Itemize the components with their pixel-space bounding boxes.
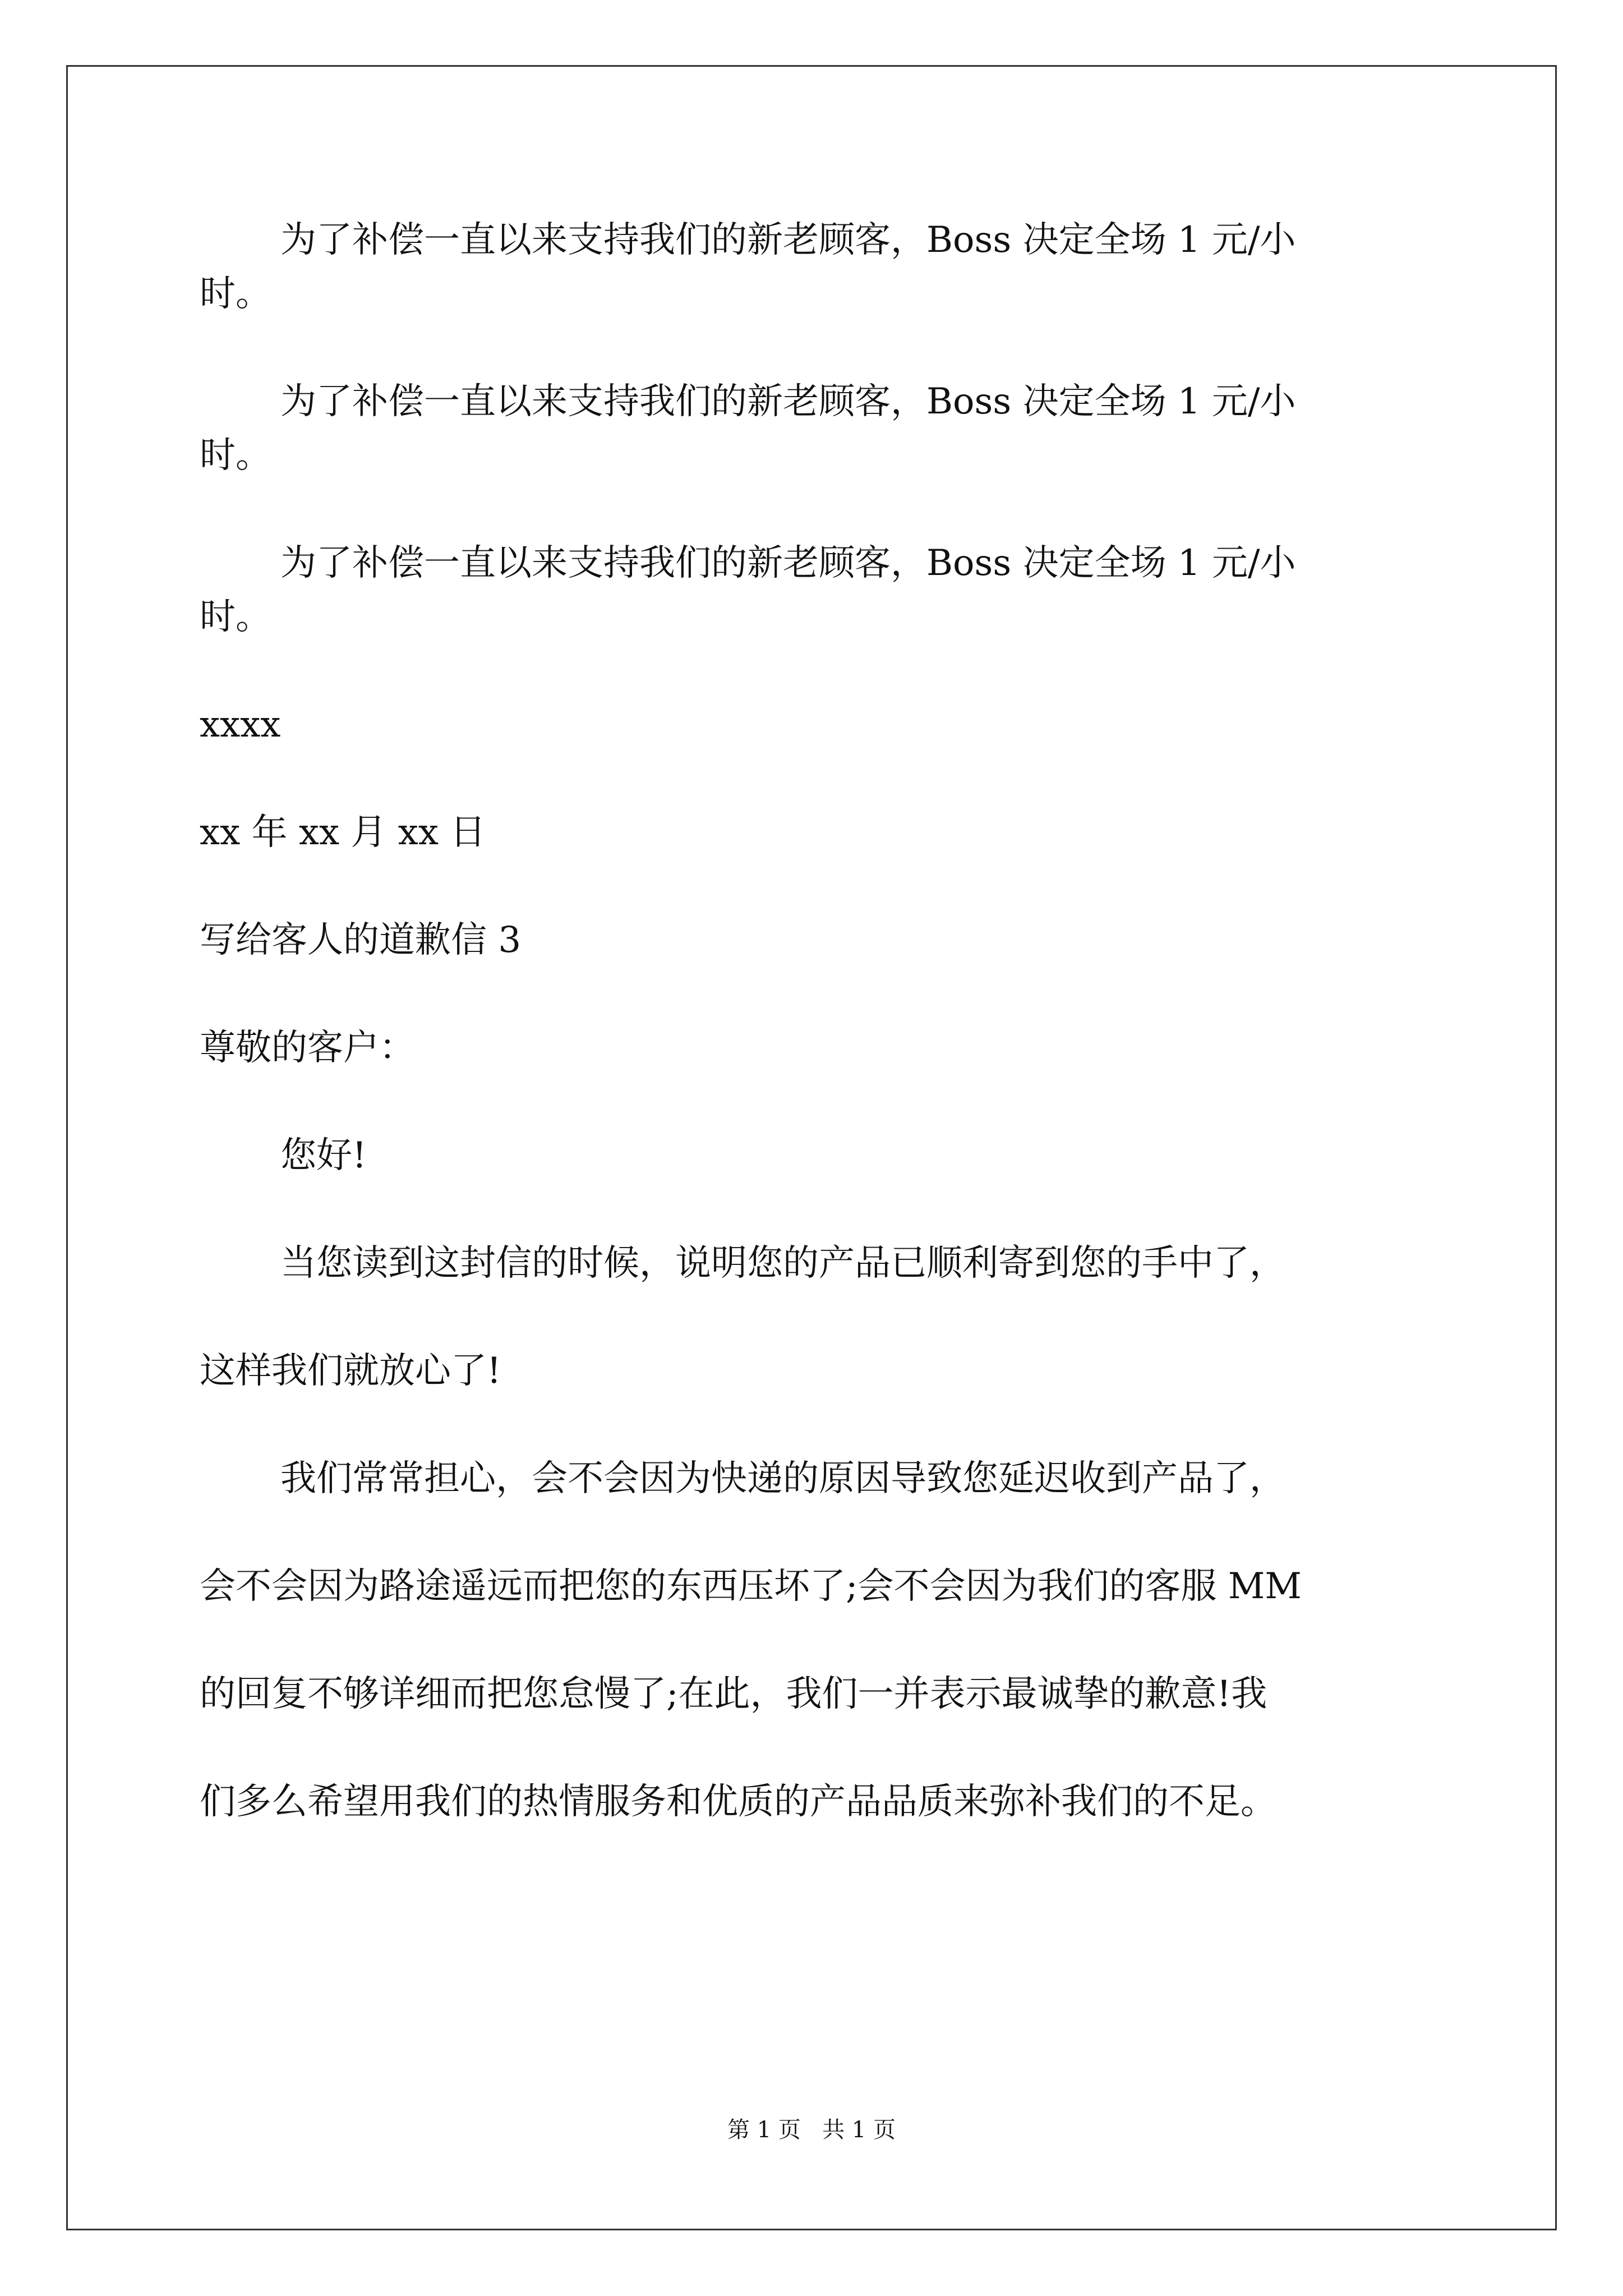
paragraph-line: 为了补偿一直以来支持我们的新老顾客，Boss 决定全场 1 元/小 (280, 381, 1296, 422)
paragraph-line: 会不会因为路途遥远而把您的东西压坏了;会不会因为我们的客服 MM (200, 1566, 1302, 1607)
paragraph-line: 为了补偿一直以来支持我们的新老顾客，Boss 决定全场 1 元/小 (280, 542, 1296, 584)
paragraph (200, 1236, 1433, 1398)
paragraph-line: 时。 (200, 596, 271, 638)
signature-date: xx 年 xx 月 xx 日 (200, 812, 486, 853)
paragraph-line: 我们常常担心，会不会因为快递的原因导致您延迟收到产品了， (280, 1458, 1285, 1499)
paragraph-line: 为了补偿一直以来支持我们的新老顾客，Boss 决定全场 1 元/小 (280, 219, 1296, 261)
paragraph-line: 时。 (200, 435, 271, 476)
paragraph-line: 当您读到这封信的时候，说明您的产品已顺利寄到您的手中了， (280, 1243, 1285, 1284)
paragraph-line: 时。 (200, 273, 271, 315)
paragraph (200, 1452, 1433, 1829)
page-footer: 第 1 页 共 1 页 (727, 2117, 896, 2143)
paragraph-line: 这样我们就放心了! (200, 1350, 501, 1392)
greeting: 您好! (280, 1135, 367, 1176)
document-body (200, 213, 1433, 1829)
paragraph (200, 213, 1433, 321)
signature-name: xxxx (200, 704, 281, 746)
salutation: 尊敬的客户： (200, 1027, 415, 1069)
paragraph (200, 536, 1433, 644)
paragraph-line: 们多么希望用我们的热情服务和优质的产品品质来弥补我们的不足。 (200, 1781, 1276, 1823)
paragraph (200, 375, 1433, 482)
paragraph-line: 的回复不够详细而把您怠慢了;在此，我们一并表示最诚挚的歉意!我 (200, 1673, 1267, 1715)
section-title: 写给客人的道歉信 3 (200, 919, 522, 961)
